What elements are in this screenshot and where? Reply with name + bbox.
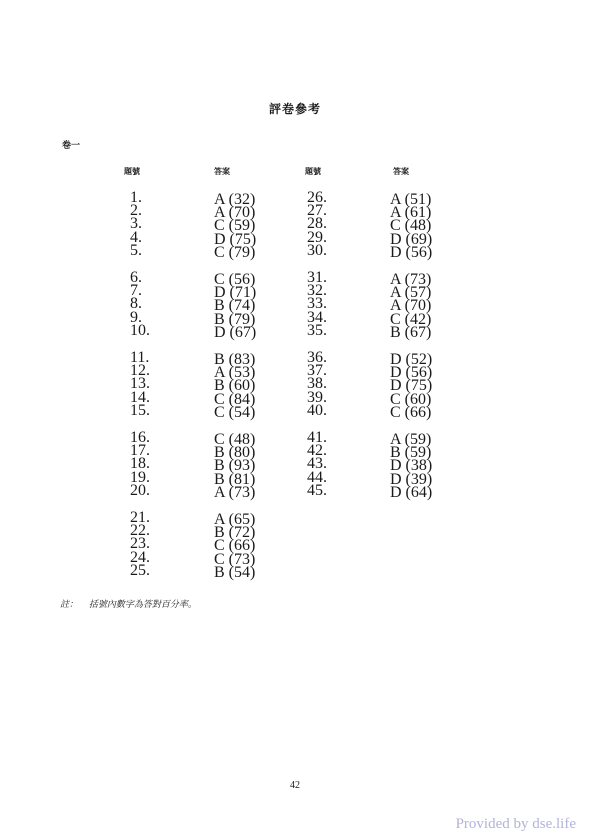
question-number: 7. <box>130 282 142 300</box>
page-title: 評卷參考 <box>268 102 321 116</box>
answer-value: B (59) <box>390 444 432 462</box>
answer-value: A (57) <box>390 284 432 302</box>
answer-value: C (66) <box>214 537 256 555</box>
question-number: 17. <box>130 442 150 460</box>
answer-value: B (79) <box>214 310 256 328</box>
answer-value: A (73) <box>390 271 432 288</box>
question-number: 37. <box>307 362 327 380</box>
answer-value: D (75) <box>214 230 257 248</box>
answer-value: D (39) <box>390 470 433 488</box>
answer-value: A (70) <box>214 204 256 222</box>
page-number: 42 <box>290 780 300 791</box>
answer-value: C (42) <box>390 310 432 328</box>
question-number: 23. <box>130 535 150 553</box>
answer-value: D (38) <box>390 457 433 475</box>
question-number: 39. <box>307 388 327 406</box>
question-number: 22. <box>130 522 150 540</box>
question-number: 19. <box>130 468 150 486</box>
question-number: 4. <box>130 228 142 246</box>
question-number: 10. <box>130 321 150 339</box>
question-number: 32. <box>307 282 327 300</box>
question-number: 2. <box>130 202 142 220</box>
question-number: 20. <box>130 481 150 499</box>
answer-value: A (61) <box>390 204 432 222</box>
question-number: 13. <box>130 375 150 393</box>
answer-value: A (70) <box>390 297 432 315</box>
question-header-right: 題號 <box>305 167 321 176</box>
answer-value: A (73) <box>214 483 256 501</box>
question-number: 26. <box>307 189 327 206</box>
question-number: 29. <box>307 228 327 246</box>
answer-value: A (51) <box>390 191 432 208</box>
question-number: 14. <box>130 388 150 406</box>
question-number: 5. <box>130 241 142 259</box>
question-number: 1. <box>130 189 142 206</box>
answer-value: C (66) <box>390 403 432 421</box>
answer-value: A (65) <box>214 511 256 528</box>
question-number: 6. <box>130 269 142 286</box>
answer-value: B (93) <box>214 457 256 475</box>
question-number: 35. <box>307 321 327 339</box>
answer-value: B (81) <box>214 470 256 488</box>
question-number: 24. <box>130 548 150 566</box>
question-number: 41. <box>307 429 327 446</box>
answer-value: C (48) <box>214 431 256 448</box>
question-number: 42. <box>307 442 327 460</box>
answer-value: B (83) <box>214 351 256 368</box>
answer-value: D (56) <box>390 364 433 382</box>
answer-value: C (73) <box>214 550 256 568</box>
answer-value: C (79) <box>214 243 256 261</box>
question-number: 33. <box>307 295 327 313</box>
answer-value: D (56) <box>390 243 433 261</box>
answer-value: B (54) <box>214 563 256 581</box>
answer-value: D (64) <box>390 483 433 501</box>
question-number: 11. <box>130 349 150 366</box>
question-number: 43. <box>307 455 327 473</box>
answer-value: B (67) <box>390 323 432 341</box>
answer-value: D (67) <box>214 323 257 341</box>
answer-value: B (60) <box>214 377 256 395</box>
question-number: 45. <box>307 481 327 499</box>
answer-value: D (52) <box>390 351 433 368</box>
question-number: 38. <box>307 375 327 393</box>
question-number: 40. <box>307 401 327 419</box>
footnote <box>60 597 197 610</box>
answer-value: B (80) <box>214 444 256 462</box>
answer-value: A (53) <box>214 364 256 382</box>
question-number: 30. <box>307 241 327 259</box>
question-number: 28. <box>307 215 327 233</box>
answer-value: A (59) <box>390 431 432 448</box>
answer-value: C (48) <box>390 217 432 235</box>
answer-value: C (60) <box>390 390 432 408</box>
question-number: 16. <box>130 429 150 446</box>
answer-value: A (32) <box>214 191 256 208</box>
answer-value: D (75) <box>390 377 433 395</box>
answer-value: D (71) <box>214 284 257 302</box>
answer-value: C (84) <box>214 390 256 408</box>
question-number: 18. <box>130 455 150 473</box>
question-number: 34. <box>307 308 327 326</box>
question-number: 36. <box>307 349 327 366</box>
footnote-label: 註： <box>60 600 79 610</box>
question-number: 15. <box>130 401 150 419</box>
question-number: 3. <box>130 215 142 233</box>
question-number: 31. <box>307 269 327 286</box>
question-number: 12. <box>130 362 150 380</box>
answer-value: B (74) <box>214 297 256 315</box>
answer-value: C (56) <box>214 271 256 288</box>
answer-value: C (54) <box>214 403 256 421</box>
paper-label: 卷一 <box>62 141 81 151</box>
answer-value: D (69) <box>390 230 433 248</box>
question-number: 27. <box>307 202 327 220</box>
answer-header-right: 答案 <box>393 167 409 176</box>
question-number: 21. <box>130 509 150 526</box>
question-number: 44. <box>307 468 327 486</box>
answer-header-left: 答案 <box>214 167 230 176</box>
footnote-text: 括號內數字為答對百分率。 <box>88 600 197 610</box>
answer-value: B (72) <box>214 524 256 542</box>
question-number: 9. <box>130 308 142 326</box>
question-header-left: 題號 <box>124 167 140 176</box>
answer-value: C (59) <box>214 217 256 235</box>
question-number: 8. <box>130 295 142 313</box>
watermark: Provided by dse.life <box>455 816 576 832</box>
question-number: 25. <box>130 561 150 579</box>
